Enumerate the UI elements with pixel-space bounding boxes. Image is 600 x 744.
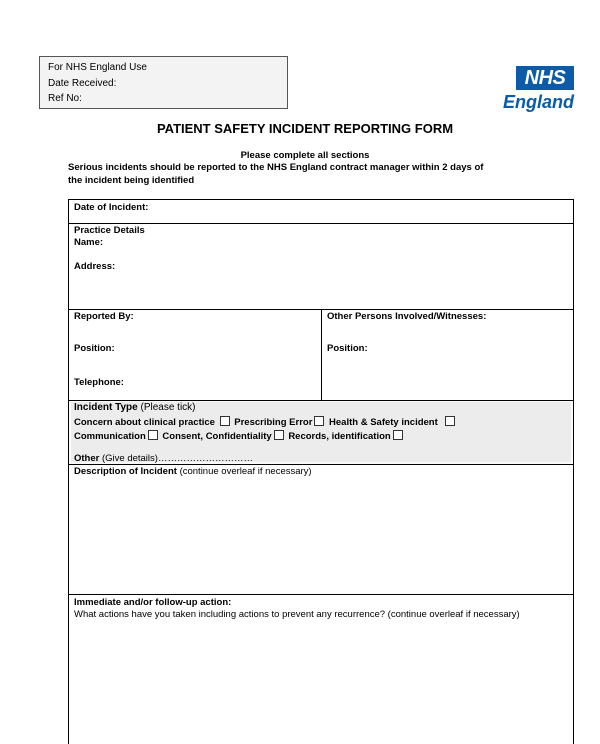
serious-incident-note xyxy=(68,162,548,187)
description-label: Description of Incident xyxy=(74,466,177,477)
other-persons-label: Other Persons Involved/Witnesses: xyxy=(327,311,487,322)
action-row[interactable] xyxy=(68,594,574,744)
option-consent-checkbox[interactable] xyxy=(274,430,284,440)
serious-note-line1: Serious incidents should be reported to the NHS England contract manager within 2 days of xyxy=(68,162,484,173)
action-question: What actions have you taken including actions to prevent any recurrence? (continue overleaf if necessary) xyxy=(74,609,520,620)
nhs-logo-mark: NHS xyxy=(516,66,574,90)
option-clinical-checkbox[interactable] xyxy=(220,416,230,426)
column-divider xyxy=(321,310,322,400)
name-label: Name: xyxy=(74,237,104,248)
description-row[interactable] xyxy=(68,464,574,595)
option-health-safety-checkbox[interactable] xyxy=(445,416,455,426)
incident-type-heading xyxy=(74,402,196,413)
serious-note-line2: the incident being identified xyxy=(68,174,195,186)
option-health-safety-label: Health & Safety incident xyxy=(329,417,438,428)
option-clinical-label: Concern about clinical practice xyxy=(74,417,215,428)
practice-details-row[interactable] xyxy=(68,223,574,310)
official-use-box xyxy=(39,56,288,109)
reporter-row xyxy=(68,309,574,401)
option-records-checkbox[interactable] xyxy=(393,430,403,440)
position-left-label: Position: xyxy=(74,343,115,354)
option-communication-checkbox[interactable] xyxy=(148,430,158,440)
other-details-note: (Give details)………………………… xyxy=(101,453,253,464)
form-instructions: Please complete all sections xyxy=(240,150,370,161)
incident-options-line2 xyxy=(74,430,405,442)
description-note: (continue overleaf if necessary) xyxy=(179,466,312,477)
date-of-incident-row[interactable] xyxy=(68,199,574,224)
incident-type-heading-note: (Please tick) xyxy=(140,402,196,413)
incident-type-row xyxy=(68,400,574,465)
position-right-label: Position: xyxy=(327,343,368,354)
ref-no-label: Ref No: xyxy=(48,93,82,104)
telephone-label: Telephone: xyxy=(74,377,124,388)
option-prescribing-label: Prescribing Error xyxy=(234,417,313,428)
date-received-label: Date Received: xyxy=(48,77,117,89)
address-label: Address: xyxy=(74,261,116,272)
option-prescribing-checkbox[interactable] xyxy=(314,416,324,426)
option-communication-label: Communication xyxy=(74,431,146,442)
other-label: Other xyxy=(74,453,100,464)
description-heading xyxy=(74,466,312,477)
form-title: PATIENT SAFETY INCIDENT REPORTING FORM xyxy=(156,121,454,136)
nhs-logo-region: England xyxy=(503,92,574,112)
nhs-england-logo xyxy=(500,66,576,114)
official-use-heading: For NHS England Use xyxy=(48,62,147,73)
practice-details-label: Practice Details xyxy=(74,225,145,236)
incident-type-heading-text: Incident Type xyxy=(74,402,138,413)
option-consent-label: Consent, Confidentiality xyxy=(162,431,272,442)
incident-options-line1 xyxy=(74,416,457,428)
reported-by-label: Reported By: xyxy=(74,311,134,322)
date-of-incident-label: Date of Incident: xyxy=(74,202,149,213)
action-label: Immediate and/or follow-up action: xyxy=(74,597,232,608)
incident-other-line[interactable] xyxy=(74,453,253,464)
option-records-label: Records, identification xyxy=(288,431,391,442)
